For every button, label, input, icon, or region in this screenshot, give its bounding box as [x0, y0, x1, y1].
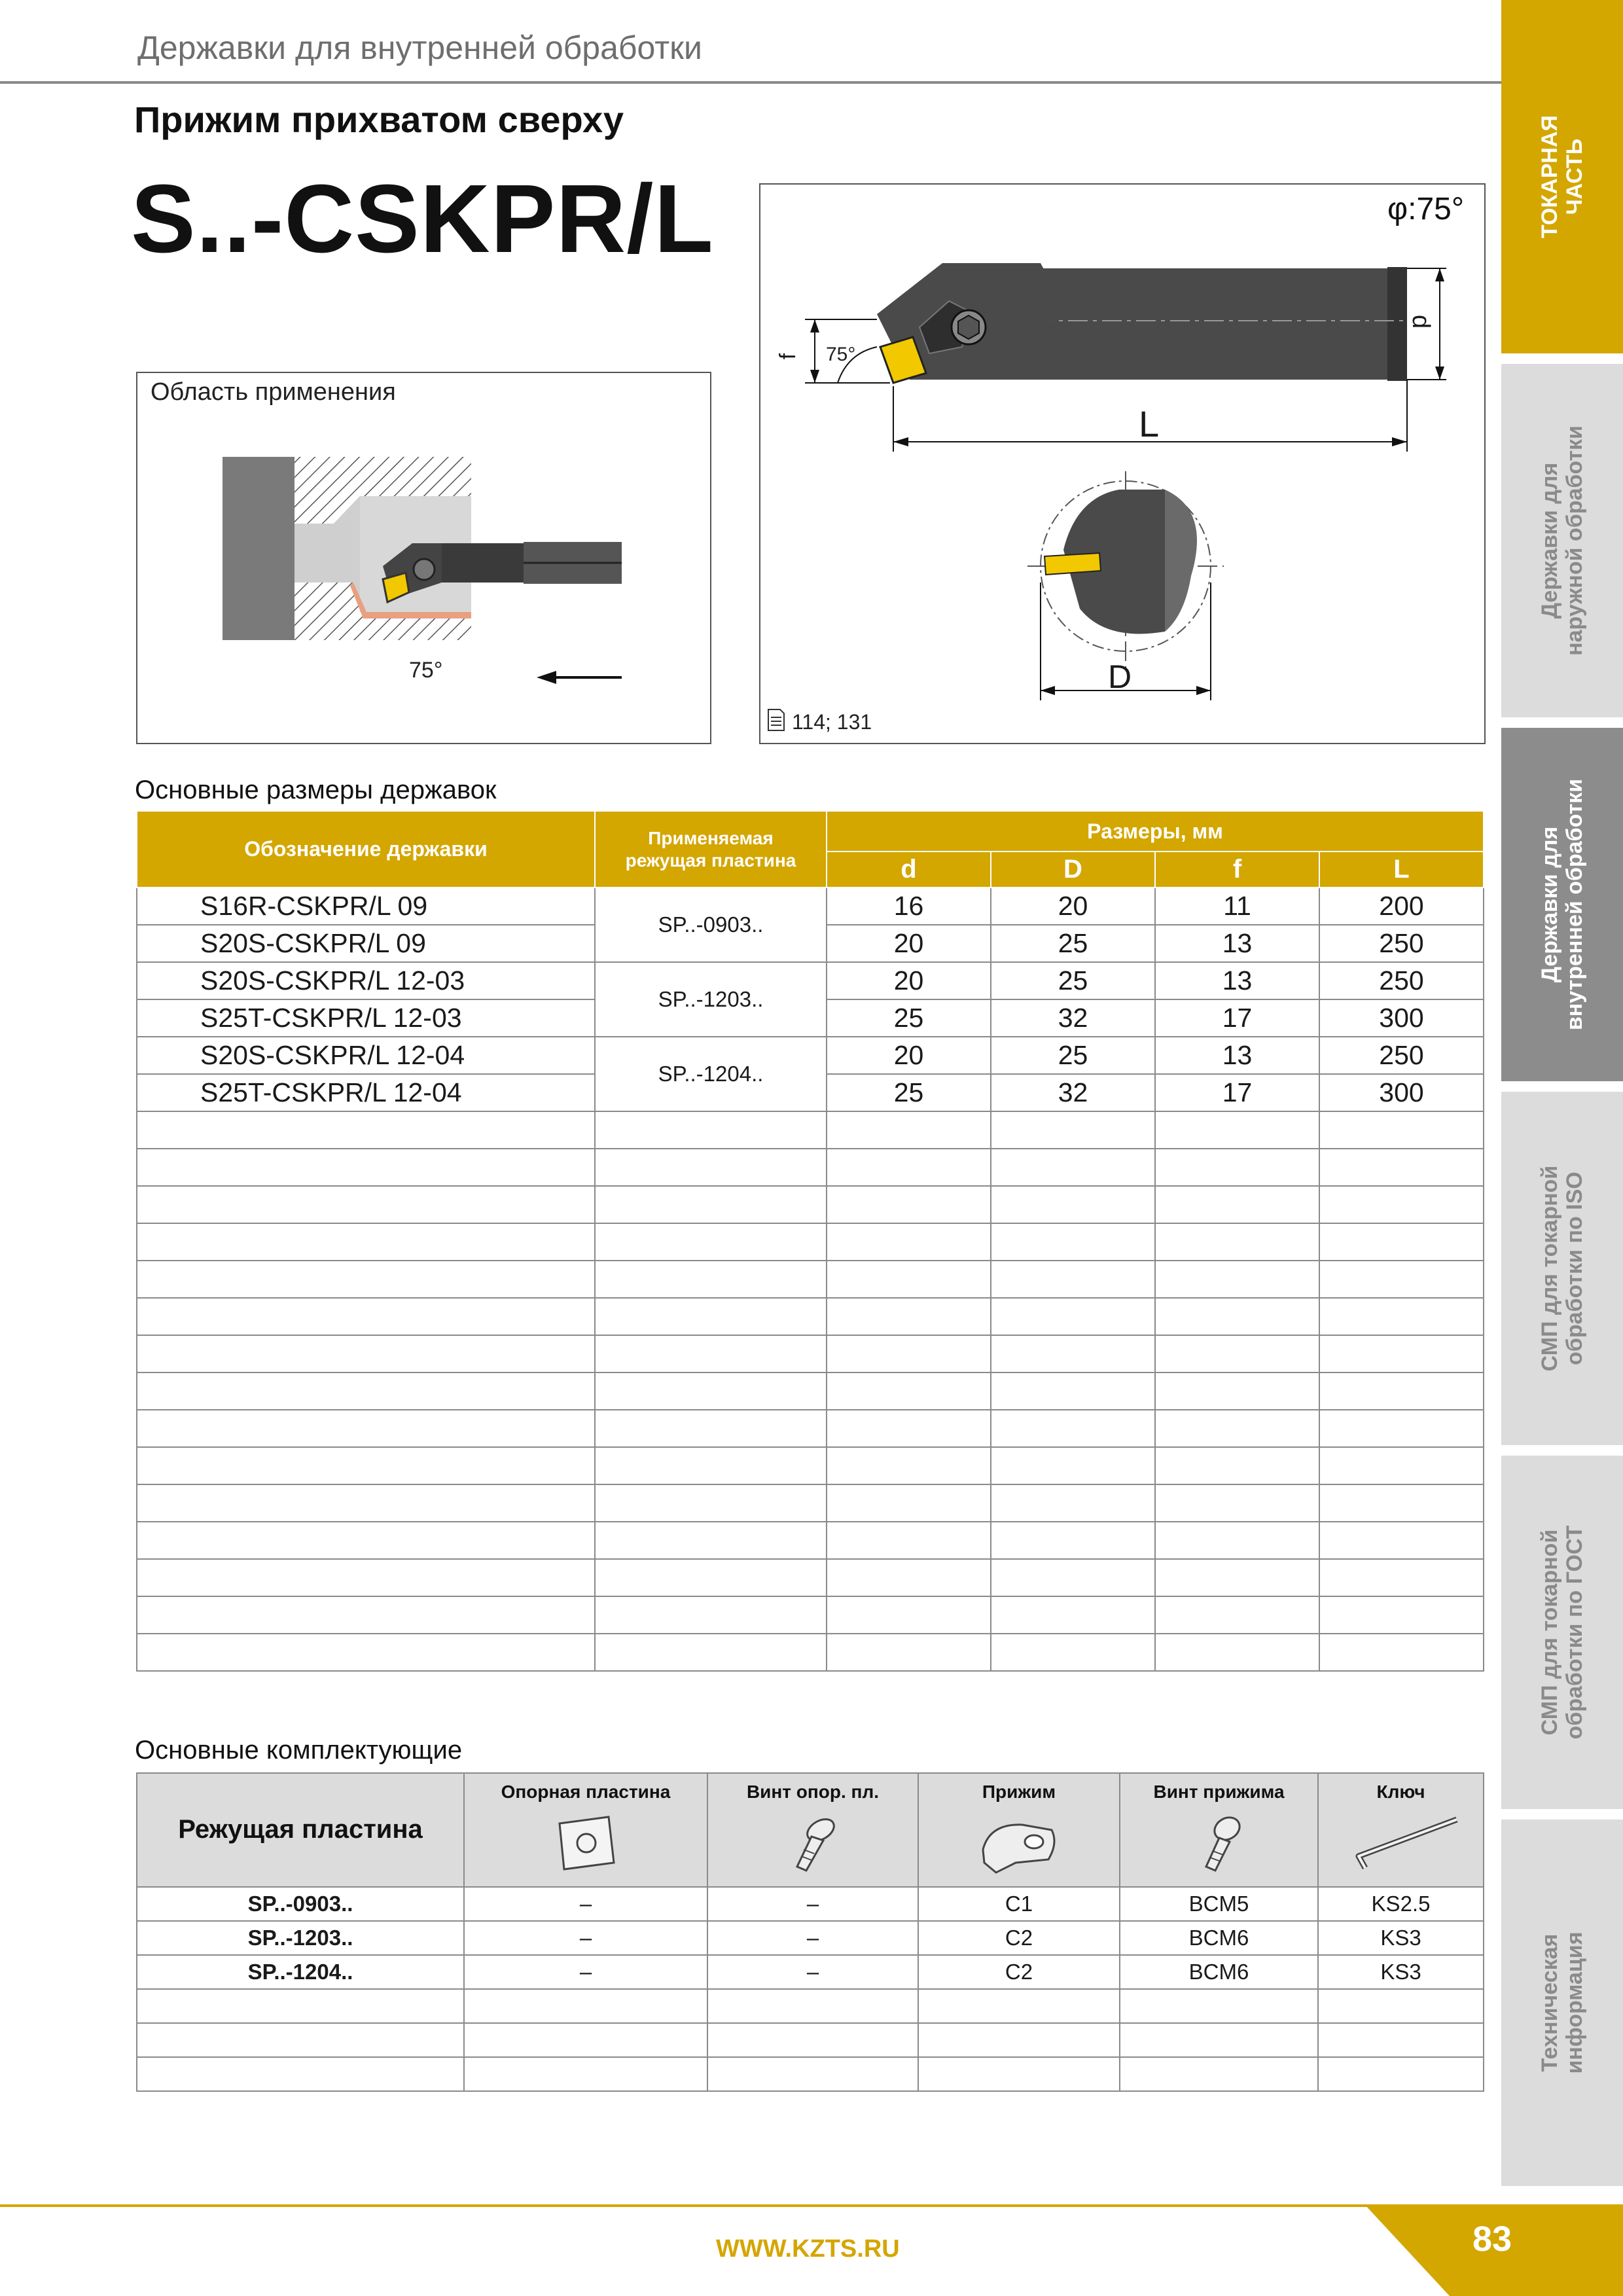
empty-cell — [1155, 1335, 1319, 1372]
col-clamp-header — [918, 1773, 1120, 1887]
col-dims-header: Размеры, мм — [827, 811, 1484, 852]
dim-D: 32 — [991, 999, 1155, 1037]
col-insert-header: Режущая пластина — [137, 1773, 464, 1887]
empty-cell — [1319, 1522, 1484, 1559]
dim-d: 20 — [827, 1037, 991, 1074]
empty-cell — [1319, 1111, 1484, 1149]
empty-row — [137, 2057, 1484, 2091]
key-value: KS2.5 — [1318, 1887, 1484, 1921]
empty-cell — [1155, 1149, 1319, 1186]
table-row — [137, 888, 1484, 925]
col-clamp-screw-header — [1120, 1773, 1318, 1887]
empty-cell — [918, 1989, 1120, 2023]
empty-cell — [137, 1298, 595, 1335]
empty-cell — [1318, 2023, 1484, 2057]
holder-side-view — [779, 249, 1472, 465]
empty-cell — [991, 1372, 1155, 1410]
parts-table — [136, 1772, 1484, 2092]
clamp-screw-icon — [1186, 1810, 1252, 1876]
empty-cell — [827, 1111, 991, 1149]
parts-table-caption: Основные комплектующие — [135, 1736, 463, 1765]
empty-cell — [595, 1372, 827, 1410]
application-area-label: Область применения — [151, 378, 396, 406]
dim-d-label: d — [1407, 314, 1435, 329]
empty-cell — [137, 1223, 595, 1261]
empty-cell — [1319, 1186, 1484, 1223]
empty-cell — [1155, 1186, 1319, 1223]
key-value: KS3 — [1318, 1921, 1484, 1955]
empty-cell — [595, 1559, 827, 1596]
table-row — [137, 1955, 1484, 1989]
empty-cell — [827, 1596, 991, 1634]
tab-internal-holders[interactable] — [1501, 728, 1623, 1081]
dim-L: 250 — [1319, 925, 1484, 962]
empty-cell — [827, 1559, 991, 1596]
clamp-screw-value: BCM5 — [1120, 1887, 1318, 1921]
empty-cell — [827, 1372, 991, 1410]
clamp-icon — [976, 1810, 1061, 1876]
dim-D: 25 — [991, 962, 1155, 999]
empty-cell — [137, 1335, 595, 1372]
empty-cell — [137, 1447, 595, 1484]
col-L-header: L — [1319, 852, 1484, 888]
insert-type: SP..-1203.. — [595, 962, 827, 1037]
empty-cell — [991, 1223, 1155, 1261]
empty-cell — [991, 1447, 1155, 1484]
tab-external-holders[interactable] — [1501, 364, 1623, 717]
empty-row — [137, 1372, 1484, 1410]
empty-cell — [595, 1261, 827, 1298]
tab-external-holders-line2: наружной обработки — [1562, 425, 1587, 656]
catalog-page-refs: 114; 131 — [792, 710, 872, 734]
tab-inserts-iso-line2: обработки по ISO — [1562, 1172, 1587, 1365]
empty-cell — [827, 1149, 991, 1186]
empty-cell — [1120, 2023, 1318, 2057]
holder-name: S25T-CSKPR/L 12-04 — [137, 1074, 595, 1111]
sizes-table — [136, 810, 1484, 1672]
sizes-empty-rows — [137, 1111, 1484, 1671]
empty-cell — [1155, 1372, 1319, 1410]
empty-cell — [1155, 1522, 1319, 1559]
tab-internal-holders-line1: Державки для — [1537, 826, 1562, 983]
empty-cell — [1120, 1989, 1318, 2023]
approach-angle-label: φ:75° — [1387, 192, 1465, 226]
application-angle-label: 75° — [409, 658, 443, 683]
empty-cell — [1319, 1335, 1484, 1372]
col-insert-header-line2: режущая пластина — [625, 850, 796, 870]
tab-technical-info[interactable] — [1501, 1820, 1623, 2186]
clamp-screw-value: BCM6 — [1120, 1921, 1318, 1955]
empty-cell — [137, 1111, 595, 1149]
dim-L-label: L — [1139, 403, 1160, 444]
col-shim-screw-label: Винт опор. пл. — [746, 1782, 880, 1802]
col-holder-header: Обозначение державки — [137, 811, 595, 888]
empty-cell — [137, 1989, 464, 2023]
empty-cell — [595, 1634, 827, 1671]
empty-row — [137, 1559, 1484, 1596]
dim-f: 17 — [1155, 999, 1319, 1037]
tab-turning-line1: ТОКАРНАЯ — [1537, 115, 1562, 238]
empty-cell — [1319, 1484, 1484, 1522]
dim-L: 250 — [1319, 1037, 1484, 1074]
table-row — [137, 1887, 1484, 1921]
empty-cell — [1319, 1596, 1484, 1634]
empty-cell — [137, 1410, 595, 1447]
empty-cell — [827, 1335, 991, 1372]
empty-row — [137, 1335, 1484, 1372]
tab-inserts-iso[interactable] — [1501, 1092, 1623, 1445]
col-clamp-label: Прижим — [982, 1782, 1056, 1802]
dim-L: 300 — [1319, 1074, 1484, 1111]
dim-f: 13 — [1155, 925, 1319, 962]
empty-cell — [137, 1484, 595, 1522]
dim-D: 20 — [991, 888, 1155, 925]
empty-cell — [707, 2057, 918, 2091]
key-value: KS3 — [1318, 1955, 1484, 1989]
table-row — [137, 1921, 1484, 1955]
table-row — [137, 1037, 1484, 1074]
empty-row — [137, 1447, 1484, 1484]
empty-cell — [137, 2057, 464, 2091]
shim-value: – — [464, 1887, 707, 1921]
tab-internal-holders-label — [1537, 779, 1587, 1030]
col-shim-label: Опорная пластина — [501, 1782, 671, 1802]
empty-cell — [827, 1223, 991, 1261]
empty-cell — [1155, 1111, 1319, 1149]
empty-cell — [827, 1186, 991, 1223]
empty-cell — [1318, 2057, 1484, 2091]
section-title: Державки для внутренней обработки — [137, 29, 702, 66]
empty-cell — [1319, 1149, 1484, 1186]
tab-turning-line2: ЧАСТЬ — [1562, 138, 1587, 215]
insert-type: SP..-1204.. — [595, 1037, 827, 1111]
empty-row — [137, 1111, 1484, 1149]
empty-cell — [827, 1298, 991, 1335]
document-icon — [767, 708, 785, 732]
tab-inserts-iso-label — [1537, 1166, 1587, 1372]
empty-cell — [1155, 1484, 1319, 1522]
empty-cell — [1155, 1559, 1319, 1596]
empty-cell — [595, 1335, 827, 1372]
empty-row — [137, 1186, 1484, 1223]
dim-d: 20 — [827, 962, 991, 999]
empty-cell — [1319, 1223, 1484, 1261]
tab-external-holders-label — [1537, 425, 1587, 656]
col-key-label: Ключ — [1376, 1782, 1425, 1802]
empty-row — [137, 1223, 1484, 1261]
col-shim-screw-header — [707, 1773, 918, 1887]
empty-cell — [1155, 1447, 1319, 1484]
empty-cell — [827, 1522, 991, 1559]
parts-empty-rows — [137, 1989, 1484, 2091]
empty-cell — [991, 1111, 1155, 1149]
empty-cell — [137, 1522, 595, 1559]
empty-cell — [1155, 1596, 1319, 1634]
empty-cell — [595, 1223, 827, 1261]
empty-cell — [137, 2023, 464, 2057]
empty-cell — [1319, 1559, 1484, 1596]
empty-row — [137, 1484, 1484, 1522]
tab-inserts-gost[interactable] — [1501, 1456, 1623, 1809]
empty-cell — [137, 1186, 595, 1223]
empty-cell — [991, 1335, 1155, 1372]
insert-type: SP..-1204.. — [137, 1955, 464, 1989]
empty-cell — [827, 1447, 991, 1484]
dim-d: 25 — [827, 1074, 991, 1111]
empty-cell — [991, 1484, 1155, 1522]
col-clamp-screw-label: Винт прижима — [1153, 1782, 1285, 1802]
header-divider — [0, 81, 1501, 84]
col-key-header — [1318, 1773, 1484, 1887]
holder-name: S16R-CSKPR/L 09 — [137, 888, 595, 925]
shim-plate-icon — [550, 1810, 622, 1876]
tab-technical-info-line1: Техническая — [1537, 1933, 1562, 2072]
insert-type: SP..-0903.. — [137, 1887, 464, 1921]
tab-inserts-gost-label — [1537, 1526, 1587, 1740]
empty-cell — [595, 1298, 827, 1335]
page-title: S..-CSKPR/L — [131, 165, 714, 273]
dim-L: 250 — [1319, 962, 1484, 999]
clamp-value: C2 — [918, 1955, 1120, 1989]
tab-external-holders-line1: Державки для — [1537, 462, 1562, 619]
empty-row — [137, 1298, 1484, 1335]
empty-cell — [595, 1522, 827, 1559]
empty-cell — [827, 1261, 991, 1298]
empty-cell — [595, 1186, 827, 1223]
empty-cell — [137, 1261, 595, 1298]
empty-cell — [595, 1410, 827, 1447]
empty-cell — [991, 1596, 1155, 1634]
empty-cell — [707, 1989, 918, 2023]
empty-cell — [827, 1634, 991, 1671]
empty-cell — [1155, 1223, 1319, 1261]
empty-cell — [827, 1484, 991, 1522]
empty-cell — [991, 1634, 1155, 1671]
dim-f-label: f — [776, 353, 801, 360]
table-row — [137, 962, 1484, 999]
holder-name: S20S-CSKPR/L 12-04 — [137, 1037, 595, 1074]
empty-cell — [1319, 1298, 1484, 1335]
empty-cell — [464, 2057, 707, 2091]
empty-row — [137, 2023, 1484, 2057]
holder-name: S25T-CSKPR/L 12-03 — [137, 999, 595, 1037]
empty-cell — [595, 1596, 827, 1634]
empty-cell — [991, 1410, 1155, 1447]
hex-key-icon — [1339, 1810, 1463, 1876]
dim-d: 20 — [827, 925, 991, 962]
clamp-value: C1 — [918, 1887, 1120, 1921]
empty-cell — [1318, 1989, 1484, 2023]
dim-f: 11 — [1155, 888, 1319, 925]
empty-cell — [595, 1484, 827, 1522]
empty-cell — [1155, 1261, 1319, 1298]
empty-cell — [1319, 1447, 1484, 1484]
shim-screw-value: – — [707, 1921, 918, 1955]
empty-cell — [991, 1186, 1155, 1223]
tab-inserts-iso-line1: СМП для токарной — [1537, 1165, 1562, 1372]
col-shim-header — [464, 1773, 707, 1887]
shim-value: – — [464, 1921, 707, 1955]
insert-type: SP..-1203.. — [137, 1921, 464, 1955]
empty-cell — [595, 1149, 827, 1186]
empty-cell — [918, 2057, 1120, 2091]
empty-cell — [1319, 1410, 1484, 1447]
empty-cell — [991, 1522, 1155, 1559]
dim-D: 25 — [991, 1037, 1155, 1074]
empty-cell — [991, 1261, 1155, 1298]
empty-cell — [137, 1634, 595, 1671]
empty-row — [137, 1522, 1484, 1559]
dim-L: 200 — [1319, 888, 1484, 925]
tab-inserts-gost-line2: обработки по ГОСТ — [1562, 1525, 1587, 1740]
empty-cell — [1155, 1634, 1319, 1671]
website-link[interactable]: WWW.KZTS.RU — [716, 2235, 900, 2263]
shim-screw-value: – — [707, 1955, 918, 1989]
clamp-screw-value: BCM6 — [1120, 1955, 1318, 1989]
empty-cell — [1155, 1410, 1319, 1447]
empty-cell — [137, 1149, 595, 1186]
holder-name: S20S-CSKPR/L 09 — [137, 925, 595, 962]
dim-d: 16 — [827, 888, 991, 925]
dim-D-label: D — [1108, 658, 1132, 695]
col-insert-header-line1: Применяемая — [648, 827, 774, 848]
empty-row — [137, 1634, 1484, 1671]
page-number: 83 — [1472, 2219, 1512, 2259]
holder-name: S20S-CSKPR/L 12-03 — [137, 962, 595, 999]
tab-technical-info-line2: информация — [1562, 1931, 1587, 2074]
empty-cell — [991, 1559, 1155, 1596]
empty-cell — [464, 1989, 707, 2023]
empty-cell — [137, 1596, 595, 1634]
empty-cell — [137, 1559, 595, 1596]
shim-screw-value: – — [707, 1887, 918, 1921]
col-d-header: d — [827, 852, 991, 888]
page-subtitle: Прижим прихватом сверху — [134, 99, 624, 140]
empty-cell — [707, 2023, 918, 2057]
tab-turning[interactable] — [1501, 0, 1623, 353]
shim-value: – — [464, 1955, 707, 1989]
empty-cell — [1155, 1298, 1319, 1335]
tab-inserts-gost-line1: СМП для токарной — [1537, 1529, 1562, 1736]
empty-cell — [1319, 1261, 1484, 1298]
col-D-header: D — [991, 852, 1155, 888]
dim-D: 25 — [991, 925, 1155, 962]
empty-cell — [1319, 1372, 1484, 1410]
insert-type: SP..-0903.. — [595, 888, 827, 962]
empty-cell — [991, 1149, 1155, 1186]
dim-f: 13 — [1155, 962, 1319, 999]
empty-cell — [137, 1372, 595, 1410]
empty-cell — [595, 1111, 827, 1149]
empty-row — [137, 1410, 1484, 1447]
clamp-value: C2 — [918, 1921, 1120, 1955]
dim-D: 32 — [991, 1074, 1155, 1111]
empty-cell — [918, 2023, 1120, 2057]
empty-row — [137, 1596, 1484, 1634]
empty-cell — [1319, 1634, 1484, 1671]
empty-cell — [991, 1298, 1155, 1335]
empty-cell — [595, 1447, 827, 1484]
tab-technical-info-label — [1537, 1931, 1587, 2073]
shim-screw-icon — [780, 1810, 846, 1876]
empty-cell — [827, 1410, 991, 1447]
sizes-table-caption: Основные размеры державок — [135, 776, 497, 804]
empty-cell — [464, 2023, 707, 2057]
dim-L: 300 — [1319, 999, 1484, 1037]
empty-row — [137, 1989, 1484, 2023]
empty-row — [137, 1149, 1484, 1186]
dim-d: 25 — [827, 999, 991, 1037]
empty-row — [137, 1261, 1484, 1298]
col-f-header: f — [1155, 852, 1319, 888]
dim-f: 17 — [1155, 1074, 1319, 1111]
tab-internal-holders-line2: внутренней обработки — [1562, 778, 1587, 1031]
empty-cell — [1120, 2057, 1318, 2091]
col-insert-header — [595, 811, 827, 888]
dim-f: 13 — [1155, 1037, 1319, 1074]
drawing-angle-label: 75° — [826, 344, 856, 365]
tab-turning-label — [1537, 115, 1587, 238]
